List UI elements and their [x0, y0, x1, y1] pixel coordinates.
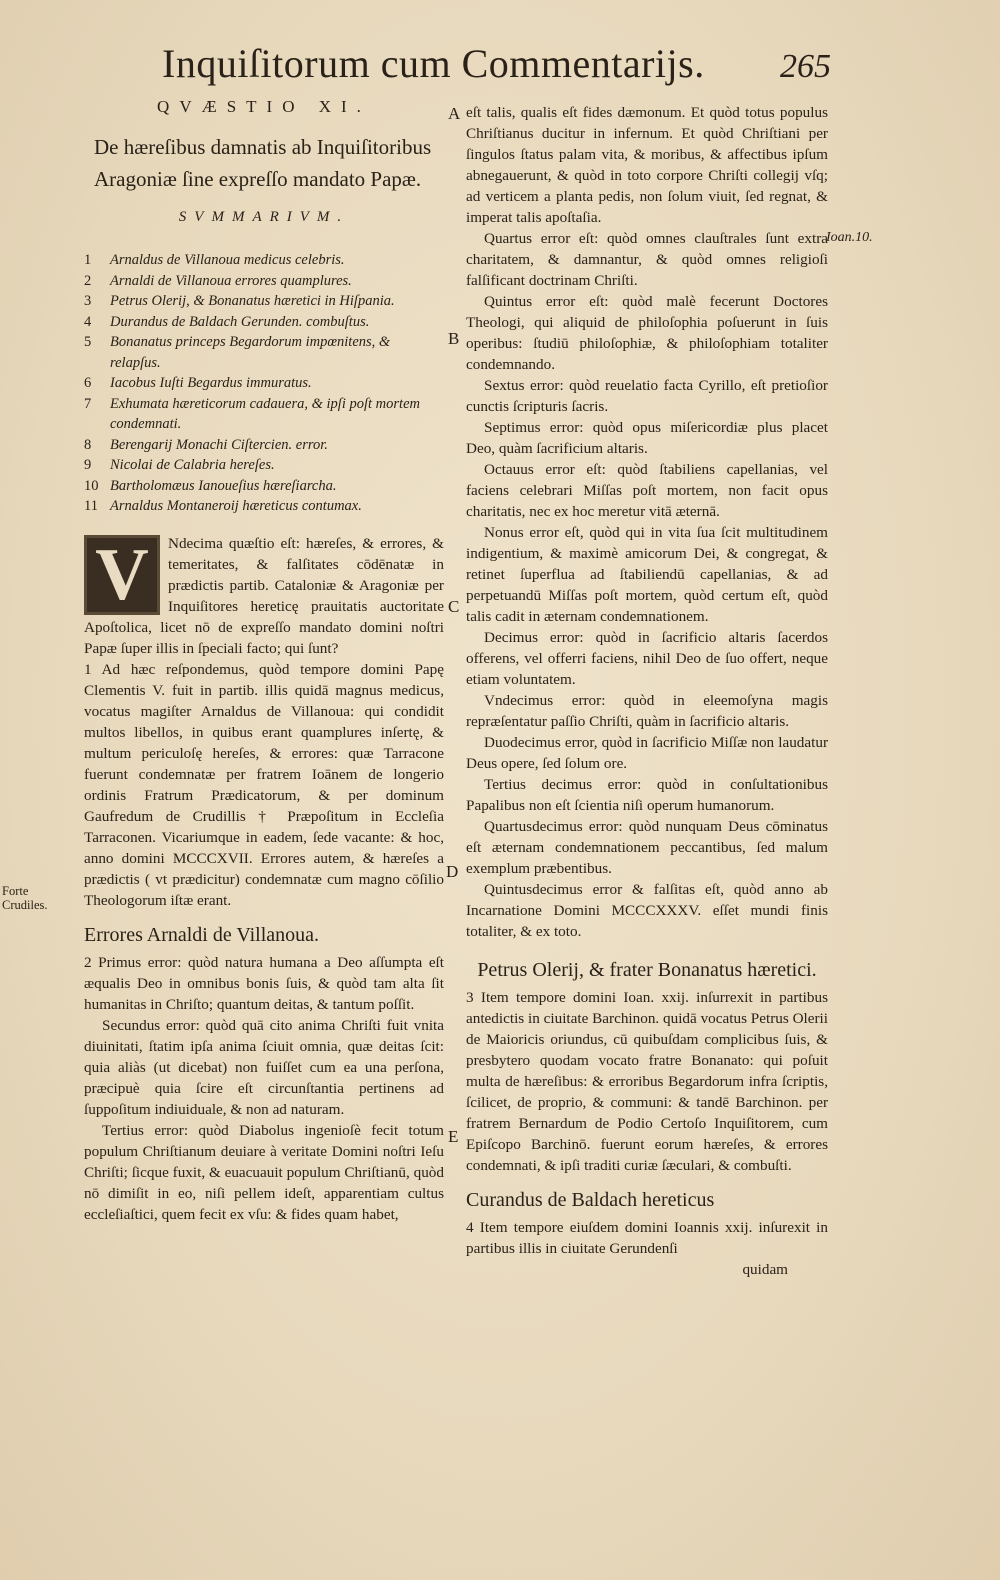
paragraph: Quartusdecimus error: quòd nunquam Deus cōminatus eſt æternam condemnationem peccantibus, ſed malum exemplum præbentibus.	[466, 818, 828, 877]
summary-list	[84, 250, 444, 517]
paragraph: Secundus error: quòd quā cito anima Chriſti fuit vnita diuinitati, ſtatim ipſa anima ſciuit omnia, quæ deitas ſcit: quia aliàs (ut dicebat) non fuiſſet cum ea una perſona, præcipuè quia ſcire eſt circunſtantia pertinens ad ſuppoſitum indiuiduale, & non ad naturam.	[84, 1016, 444, 1118]
list-item: 8 Berengarij Monachi Ciſtercien. error.	[84, 436, 328, 453]
catchword: quidam	[742, 1261, 788, 1278]
section-marker-e: E	[448, 1127, 459, 1146]
section-heading: Curandus de Baldach hereticus	[466, 1189, 715, 1211]
paragraph: Duodecimus error, quòd in ſacrificio Miſſæ non laudatur Deus opere, ſed ſolum ore.	[466, 734, 828, 772]
list-item: 4 Durandus de Baldach Gerunden. combuſtus.	[84, 313, 370, 330]
paragraph: 1 Ad hæc reſpondemus, quòd tempore domini Papę Clementis V. fuit in partib. illis quidā magnus medicus, vocatus magiſter Arnaldus de Villanoua: qui condidit multos libellos, in quibus erant quamplures inſertę, & multum periculoſę hereſes, & errores: quæ Tarracone fuerunt condemnatæ per fratrem Ioānem de longerio ordinis Fratrum Prædicatorum, & per dominum Gaufredum de Crudillis † Præpoſitum in Eccleſia Tarraconen. Vicariumque in eadem, ſede vacante: & hoc, anno domini MCCCXVII. Errores autem, & hæreſes a prædictis ( vt prædicitur) condemnatæ cum magno cōſilio Theologorum iſtæ erant.	[84, 660, 444, 909]
paragraph: 3 Item tempore domini Ioan. xxij. inſurrexit in partibus antedictis in ciuitate Barchinon. quidā vocatus Petrus Olerii de Maioricis oriundus, cū quibuſdam complicibus ſuis, & presbytero quodam vocato fratre Bonanato: qui poſuit multa de hæreſibus: & erroribus Begardorum infra ſcriptis, ſcilicet, de proprio, & communi: & tandē Barchinon. per fratrem Bernardum de Podio Certoſo Inquiſitorem, cum Epiſcopo Barchinō. fuerunt eorum hæreſes, & errores condemnati, & ipſi traditi curiæ ſæculari, & combuſti.	[466, 989, 828, 1174]
list-item: 10 Bartholomæus Ianoueſius hæreſiarcha.	[84, 477, 337, 494]
paragraph: Quartus error eſt: quòd omnes clauſtrales ſunt extra charitatem, & damnantur, & quòd omnes religioſi falſificant doctrinam Chriſti.	[466, 230, 828, 289]
question-title: De hæreſibus damnatis ab Inquiſitoribus Aragoniæ ſine expreſſo mandato Papæ.	[94, 135, 432, 191]
section-marker-c: C	[448, 597, 460, 616]
drop-cap-initial: V	[84, 535, 160, 615]
paragraph: Quintusdecimus error & falſitas eſt, quòd anno ab Incarnatione Domini MCCCXXXV. eſſet mundi finis totaliter, & ex toto.	[466, 881, 828, 940]
section-heading: Petrus Olerij, & frater Bonanatus hæretici.	[477, 959, 817, 981]
question-heading: QVÆSTIO XI.	[157, 97, 371, 116]
page-number: 265	[780, 48, 831, 85]
paragraph: Nonus error eſt, quòd qui in vita ſua ſcit multitudinem indigentium, & maximè amicorum Dei, & congregat, & retinet ſuperflua ad ſtabiliendū capellanias, & ad perpetuandū Miſſas poſt mortem, quòd certum eſt, quòd talis cadit in æternam condemnationem.	[466, 524, 828, 625]
paragraph: Sextus error: quòd reuelatio facta Cyrillo, eſt pretioſior cunctis ſcripturis ſacris.	[466, 377, 828, 415]
paragraph: 2 Primus error: quòd natura humana a Deo aſſumpta eſt æqualis Deo in omnibus bonis ſuis, & quòd tam alta ſit humanitas in Chriſto; quantum deitas, & tantum poſſit.	[84, 953, 444, 1013]
paragraph: Decimus error: quòd in ſacrificio altaris ſacerdos offerens, vel offerri faciens, nihil Deo de ſuo offert, neque etiam voluntatem.	[466, 629, 828, 688]
margin-reference: Ioan.10.	[826, 230, 873, 245]
right-column	[466, 102, 828, 1280]
summary-heading: SVMMARIVM.	[178, 209, 350, 225]
section-marker-a: A	[448, 104, 461, 123]
side-note: Forte Crudiles.	[2, 884, 48, 912]
section-heading: Errores Arnaldi de Villanoua.	[84, 923, 320, 946]
paragraph: Quintus error eſt: quòd malè fecerunt Doctores Theologi, qui aliquid de philoſophia poſuerunt in ſuis operibus: ſtudiū philoſophiæ, & philoſophiam totaliter condemnando.	[466, 293, 828, 373]
paragraph: Tertius error: quòd Diabolus ingenioſè fecit totum populum Chriſtianum deuiare à veritate Domini noſtri Ieſu Chriſti; ſicque fuxit, & euacuauit populum Chriſtianū, quòd nō dimiſit in eo, niſi pellem ideſt, apparentiam cultus eccleſiaſtici, quem fecit ex vſu: & fides quam habet,	[84, 1121, 444, 1223]
paragraph: 4 Item tempore eiuſdem domini Ioannis xxij. inſurexit in partibus illis in ciuitate Gerundenſi	[466, 1219, 828, 1257]
list-item: 3 Petrus Olerij, & Bonanatus hæretici in Hiſpania.	[84, 293, 395, 309]
opening-paragraph: V Ndecima quæſtio eſt: hæreſes, & errores, & temeritates, & falſitates cōdēnatæ in prædictis partib. Cataloniæ & Aragoniæ per Inquiſitores hereticę prauitatis auctoritate Apoſtolica, licet nō de expreſſo mandato domini noſtri Papæ ſuper illis in ſpeciali facto; qui ſunt?	[84, 533, 444, 657]
list-item: 1 Arnaldus de Villanoua medicus celebris.	[84, 252, 345, 268]
left-column	[84, 96, 444, 1225]
list-item: 9 Nicolai de Calabria hereſes.	[84, 457, 275, 473]
list-item: 7 Exhumata hæreticorum cadauera, & ipſi poſt mortem condemnati.	[84, 395, 420, 432]
paragraph: Septimus error: quòd opus miſericordiæ plus placet Deo, quàm ſacrificium altaris.	[466, 419, 828, 457]
list-item: 5 Bonanatus princeps Begardorum impœnitens, & relapſus.	[84, 334, 391, 371]
section-marker-b: B	[448, 329, 460, 348]
list-item: 6 Iacobus Iuſti Begardus immuratus.	[84, 375, 312, 391]
list-item: 2 Arnaldi de Villanoua errores quamplures.	[84, 272, 352, 289]
running-title: Inquiſitorum cum Commentarijs.	[162, 41, 705, 86]
paragraph: Tertius decimus error: quòd in conſultationibus Papalibus non eſt ſcientia niſi operum humanorum.	[466, 776, 828, 814]
paragraph: Vndecimus error: quòd in eleemoſyna magis repræſentatur paſſio Chriſti, quàm in ſacrificio altaris.	[466, 692, 828, 730]
paragraph: eſt talis, qualis eſt fides dæmonum. Et quòd totus populus Chriſtianus ducitur in infernum. Et quòd Chriſtiani per ſingulos ſtatus palam vita, & moribus, & affectibus ipſum abnegauerunt, & quòd in toto corpore Chriſti collegij vſq; ad verticem a planta pedis, non ſolum viuit, ſed regnat, & imperat talis apoſtaſia.	[466, 104, 828, 226]
list-item: 11 Arnaldus Montaneroij hæreticus contumax.	[84, 498, 362, 514]
paragraph: Octauus error eſt: quòd ſtabiliens capellanias, vel faciens celebrari Miſſas poſt mortem, non facit opus charitatis, nec ex hoc meretur vitā æternā.	[466, 461, 828, 520]
section-marker-d: D	[446, 862, 459, 881]
